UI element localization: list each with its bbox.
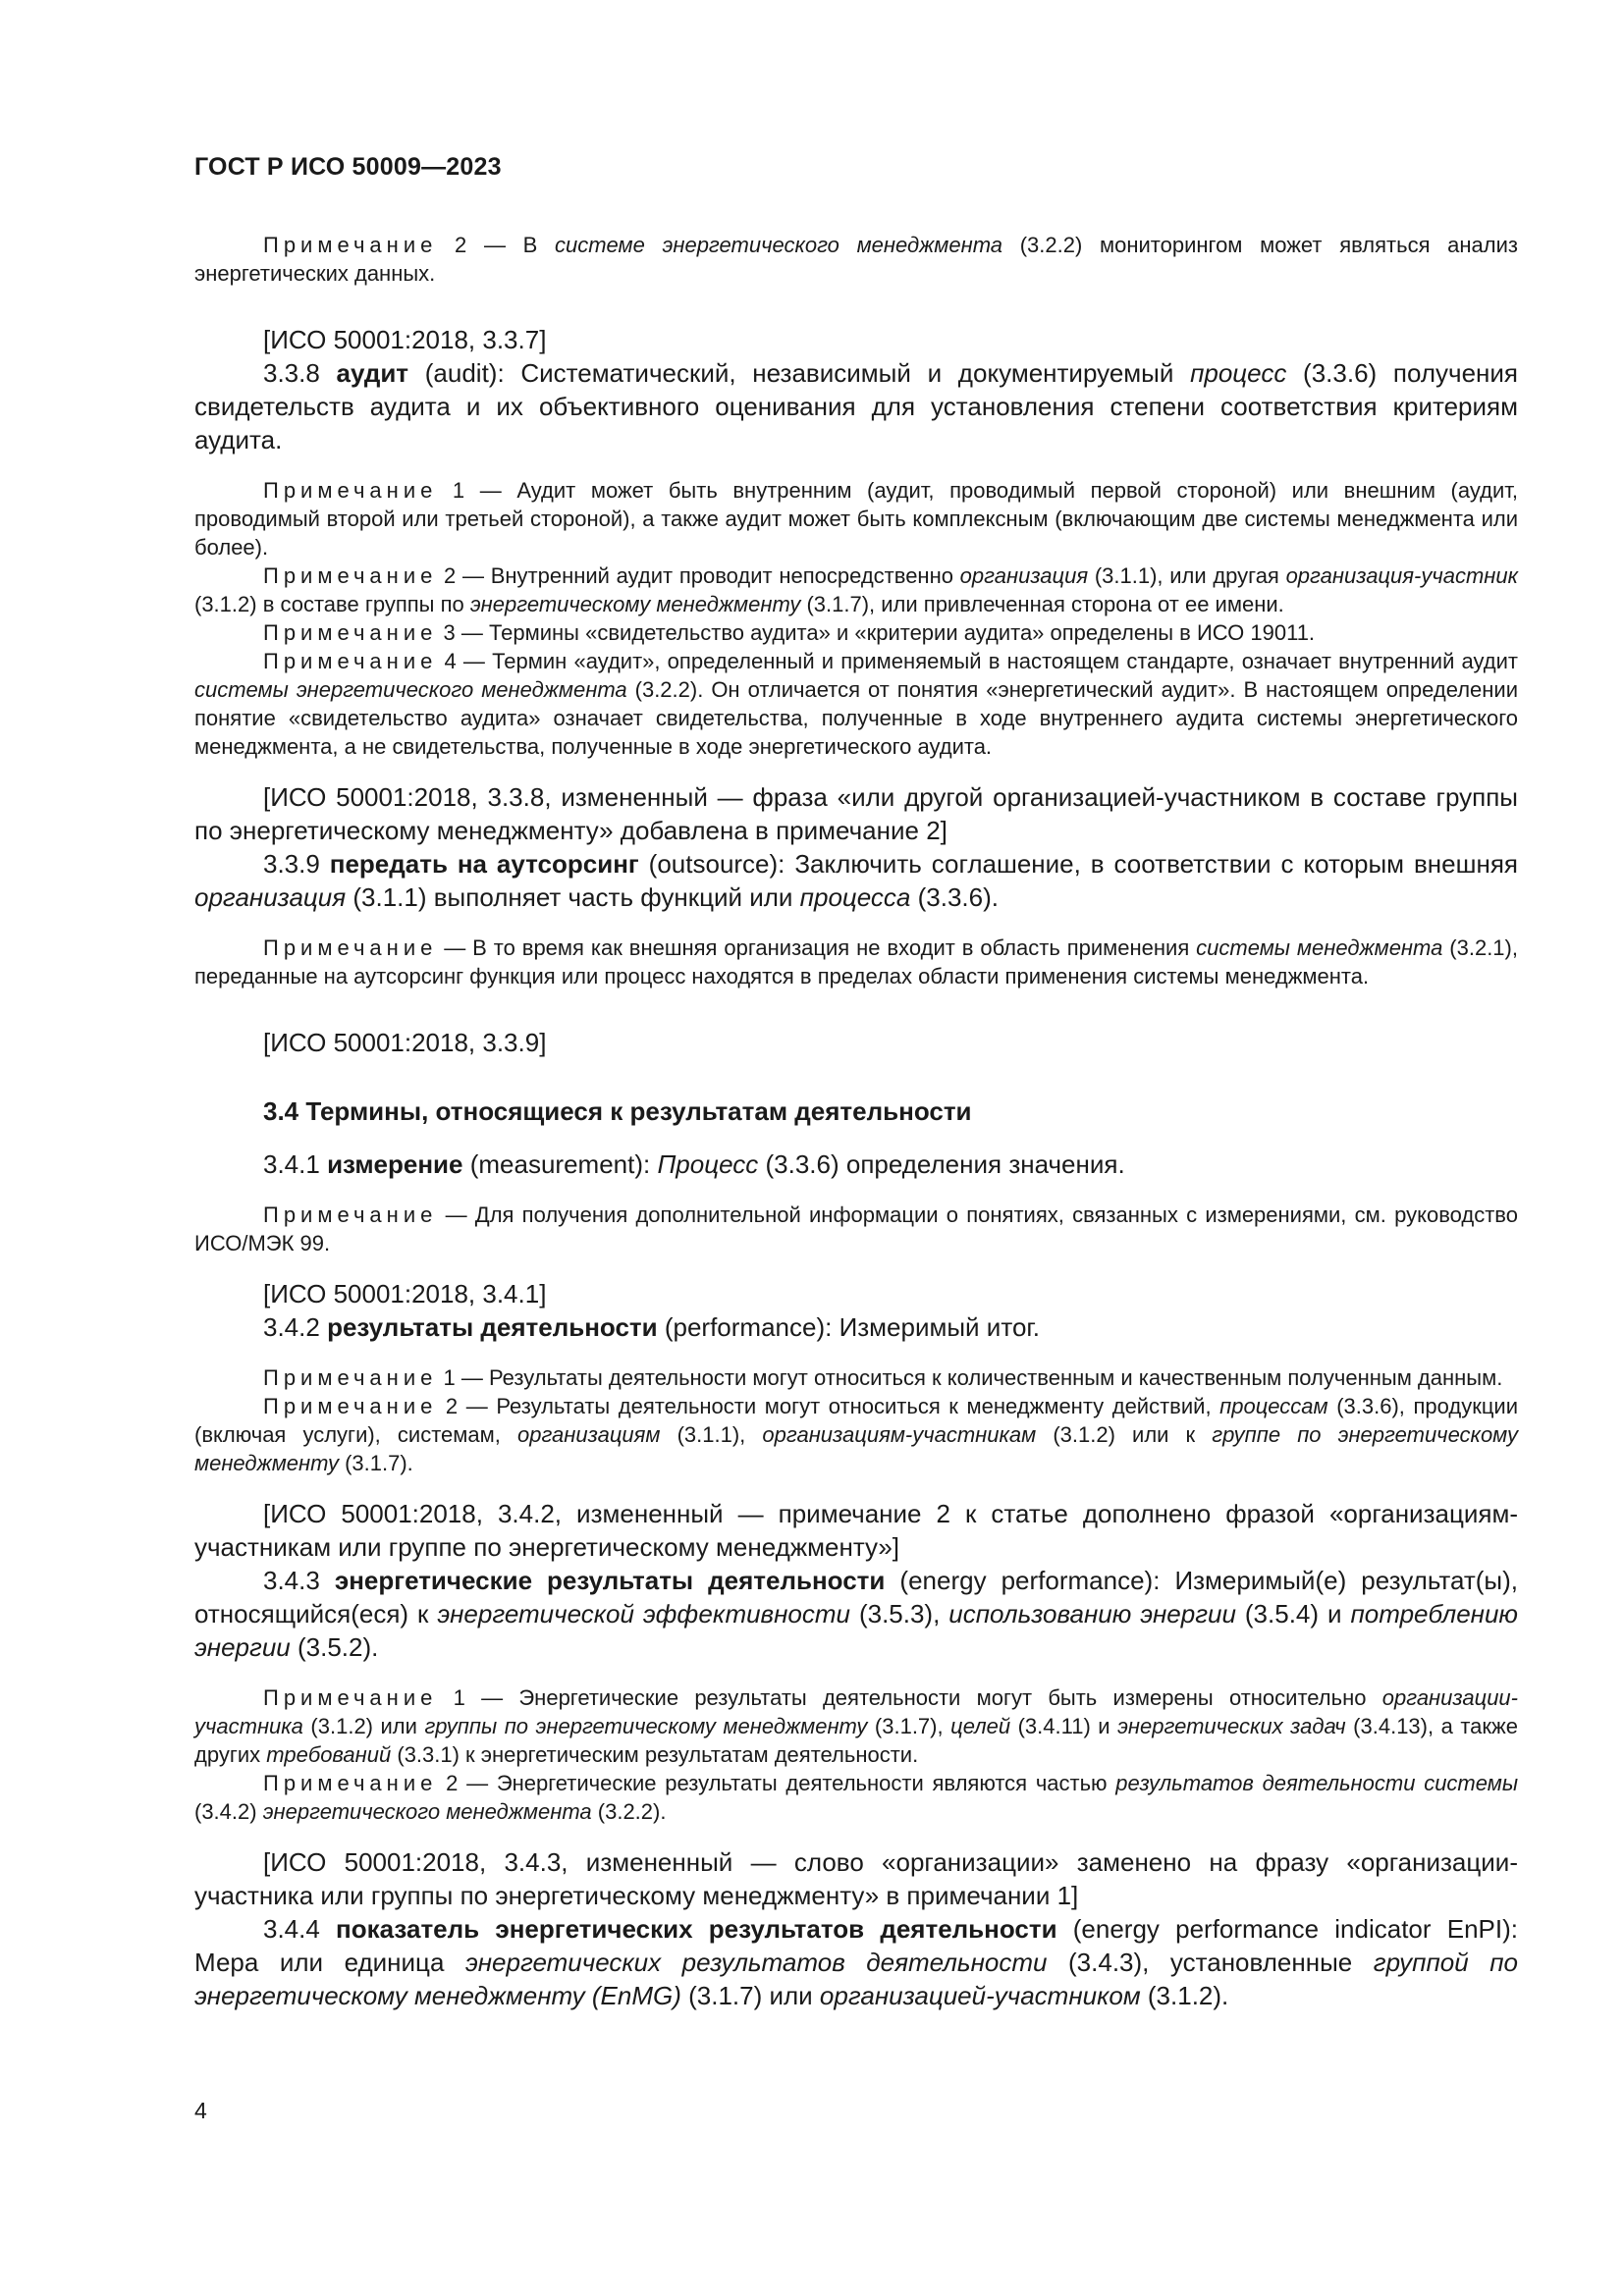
- text-run: (3.1.2).: [1140, 1981, 1229, 2010]
- term: аудит: [336, 358, 409, 388]
- text-paragraph: [194, 323, 1518, 356]
- term-reference: целей: [950, 1714, 1011, 1738]
- text-run: (3.2.1), переданные на аутсорсинг функция или процесс находятся в пределах области применения системы менеджмента.: [194, 935, 1518, 988]
- text-run: [ИСО 50001:2018, 3.3.7]: [263, 325, 547, 354]
- document-page: [194, 153, 1518, 2012]
- term-reference: организация: [959, 563, 1089, 588]
- text-run: (3.2.2). Он отличается от понятия «энергетический аудит». В настоящем определении понятие «свидетельство аудита» означает свидетельства, полученные в ходе внутреннего аудита системы энергетического менеджмента, а не свидетельства, полученные в ходе энергетического аудита.: [194, 677, 1518, 759]
- text-run: [ИСО 50001:2018, 3.4.1]: [263, 1279, 547, 1308]
- text-run: (3.1.7) или: [680, 1981, 820, 2010]
- text-paragraph: [194, 356, 1518, 456]
- note-number: 2: [437, 1771, 459, 1795]
- note-paragraph: [194, 561, 1518, 618]
- document-body: [194, 231, 1518, 2012]
- term-reference: Процесс: [657, 1149, 759, 1179]
- term-reference: процесса: [799, 882, 911, 912]
- text-paragraph: [194, 1845, 1518, 1912]
- note-number: 1: [437, 478, 465, 503]
- note-paragraph: [194, 231, 1518, 288]
- text-run: 3.4.2: [263, 1312, 328, 1342]
- note-paragraph: [194, 618, 1518, 647]
- text-paragraph: [194, 780, 1518, 847]
- note-number: 4: [437, 649, 457, 673]
- text-run: — В то время как внешняя организация не входит в область применения: [444, 935, 1197, 960]
- note-paragraph: [194, 934, 1518, 990]
- text-run: 3.4 Термины, относящиеся к результатам деятельности: [263, 1096, 972, 1126]
- note-label: Примечание: [263, 620, 438, 645]
- note-paragraph: [194, 1201, 1518, 1257]
- text-run: (3.5.3),: [850, 1599, 949, 1629]
- term-reference: группы по энергетическому менеджменту: [424, 1714, 868, 1738]
- text-run: — Внутренний аудит проводит непосредственно: [462, 563, 960, 588]
- text-run: 3.3.8: [263, 358, 337, 388]
- text-paragraph: [194, 847, 1518, 914]
- text-run: [ИСО 50001:2018, 3.4.2, измененный — примечание 2 к статье дополнено фразой «организациям-участникам или группе по энергетическому менеджменту»]: [194, 1499, 1518, 1562]
- note-label: Примечание: [263, 478, 438, 503]
- term-reference: использованию энергии: [948, 1599, 1236, 1629]
- text-run: 3.4.4: [263, 1914, 337, 1944]
- text-run: (audit): Систематический, независимый и документируемый: [408, 358, 1191, 388]
- note-label: Примечание: [263, 1202, 438, 1227]
- text-run: — Аудит может быть внутренним (аудит, проводимый первой стороной) или внешним (аудит, проводимый второй или третьей стороной), а также аудит может быть комплексным (включающим две системы менеджмента или более).: [194, 478, 1518, 560]
- term-reference: организации-участника: [194, 1685, 1518, 1738]
- term-reference: потреблению энергии: [194, 1599, 1518, 1662]
- text-paragraph: [194, 1277, 1518, 1310]
- text-run: (outsource): Заключить соглашение, в соответствии с которым внешняя: [638, 849, 1518, 879]
- text-run: (3.3.6) определения значения.: [758, 1149, 1125, 1179]
- note-label: Примечание: [263, 1394, 438, 1418]
- text-run: (3.1.7), или привлеченная сторона от ее имени.: [800, 592, 1284, 616]
- note-label: Примечание: [263, 233, 438, 257]
- text-run: (performance): Измеримый итог.: [657, 1312, 1040, 1342]
- term-reference: процессам: [1219, 1394, 1328, 1418]
- text-run: (3.4.3), установленные: [1047, 1948, 1374, 1977]
- document-header: ГОСТ Р ИСО 50009—2023: [194, 153, 502, 181]
- note-number: 2: [437, 233, 467, 257]
- text-run: (3.1.1) выполняет часть функций или: [346, 882, 800, 912]
- text-run: (3.1.7),: [867, 1714, 951, 1738]
- term-reference: энергетических результатов деятельности: [464, 1948, 1048, 1977]
- text-run: [ИСО 50001:2018, 3.4.3, измененный — слово «организации» заменено на фразу «организации-участника или группы по энергетическому менеджменту» в примечании 1]: [194, 1847, 1518, 1910]
- term-reference: требований: [266, 1742, 392, 1767]
- text-run: 3.3.9: [263, 849, 330, 879]
- text-run: — Результаты деятельности могут относиться к менеджменту действий,: [465, 1394, 1220, 1418]
- note-number: 3: [437, 620, 456, 645]
- text-run: (3.4.11) и: [1010, 1714, 1118, 1738]
- note-paragraph: [194, 1769, 1518, 1826]
- note-paragraph: [194, 1392, 1518, 1477]
- text-run: — Термины «свидетельство аудита» и «критерии аудита» определены в ИСО 19011.: [460, 620, 1316, 645]
- text-run: (3.5.2).: [290, 1632, 379, 1662]
- note-number: 1: [437, 1365, 456, 1390]
- text-run: (3.1.1),: [660, 1422, 763, 1447]
- term-reference: группой по энергетическому менеджменту (EnMG): [194, 1948, 1518, 2010]
- term-reference: энергетических задач: [1117, 1714, 1346, 1738]
- section-title: [194, 1095, 1518, 1128]
- text-paragraph: [194, 1912, 1518, 2012]
- note-label: Примечание: [263, 649, 438, 673]
- text-paragraph: [194, 1026, 1518, 1059]
- text-run: — Термин «аудит», определенный и применяемый в настоящем стандарте, означает внутренний аудит: [462, 649, 1518, 673]
- note-number: 1: [437, 1685, 465, 1710]
- term-reference: организациям-участникам: [762, 1422, 1037, 1447]
- text-run: (3.1.2) или: [302, 1714, 425, 1738]
- term-reference: системе энергетического менеджмента: [554, 233, 1003, 257]
- note-label: Примечание: [263, 1365, 438, 1390]
- term-reference: организация-участник: [1285, 563, 1518, 588]
- note-number: 2: [437, 1394, 459, 1418]
- term-reference: организация: [194, 882, 347, 912]
- term-reference: организациям: [516, 1422, 661, 1447]
- text-run: [ИСО 50001:2018, 3.3.8, измененный — фраза «или другой организацией-участником в составе группы по энергетическому менеджменту» добавлена в примечание 2]: [194, 782, 1518, 845]
- note-label: Примечание: [263, 563, 438, 588]
- term-reference: системы энергетического менеджмента: [194, 677, 627, 702]
- note-label: Примечание: [263, 1685, 438, 1710]
- note-label: Примечание: [263, 1771, 438, 1795]
- term-reference: энергетического менеджмента: [262, 1799, 592, 1824]
- text-run: [ИСО 50001:2018, 3.3.9]: [263, 1028, 547, 1057]
- term: передать на аутсорсинг: [329, 849, 639, 879]
- term: показатель энергетических результатов деятельности: [336, 1914, 1057, 1944]
- term-reference: энергетической эффективности: [437, 1599, 851, 1629]
- text-run: 3.4.1: [263, 1149, 328, 1179]
- note-number: 2: [437, 563, 457, 588]
- text-run: (3.2.2) мониторингом может являться анализ энергетических данных.: [194, 233, 1518, 286]
- term-reference: группе по энергетическому менеджменту: [194, 1422, 1519, 1475]
- text-run: (3.5.4) и: [1235, 1599, 1351, 1629]
- text-run: (3.3.6).: [910, 882, 999, 912]
- term-reference: системы менеджмента: [1196, 935, 1443, 960]
- note-paragraph: [194, 647, 1518, 761]
- text-run: — Энергетические результаты деятельности являются частью: [466, 1771, 1116, 1795]
- text-paragraph: [194, 1148, 1518, 1181]
- text-run: (energy performance indicator EnPI): Мера или единица: [194, 1914, 1518, 1977]
- note-label: Примечание: [263, 935, 438, 960]
- term-reference: организацией-участником: [819, 1981, 1141, 2010]
- text-run: (measurement):: [462, 1149, 658, 1179]
- text-run: (3.1.2) в составе группы по: [194, 592, 470, 616]
- term: результаты деятельности: [327, 1312, 658, 1342]
- text-run: (3.4.2): [194, 1799, 263, 1824]
- text-paragraph: [194, 1564, 1518, 1664]
- text-run: (energy performance): Измеримый(е) результат(ы), относящийся(еся) к: [194, 1566, 1518, 1629]
- note-paragraph: [194, 1683, 1518, 1769]
- text-run: (3.1.7).: [338, 1451, 413, 1475]
- term: энергетические результаты деятельности: [334, 1566, 886, 1595]
- text-run: — Результаты деятельности могут относиться к количественным и качественным полученным данным.: [460, 1365, 1503, 1390]
- term-reference: результатов деятельности системы: [1115, 1771, 1519, 1795]
- text-run: (3.2.2).: [591, 1799, 667, 1824]
- text-paragraph: [194, 1497, 1518, 1564]
- text-run: (3.3.1) к энергетическим результатам деятельности.: [391, 1742, 919, 1767]
- text-run: (3.1.2) или к: [1036, 1422, 1213, 1447]
- term-reference: энергетическому менеджменту: [469, 592, 801, 616]
- text-run: (3.3.6) получения свидетельств аудита и их объективного оценивания для установления степени соответствия критериям аудита.: [194, 358, 1519, 454]
- note-paragraph: [194, 1363, 1518, 1392]
- text-run: (3.4.13), а также других: [194, 1714, 1518, 1767]
- text-run: 3.4.3: [263, 1566, 335, 1595]
- note-paragraph: [194, 476, 1518, 561]
- term-reference: процесс: [1190, 358, 1287, 388]
- text-run: — Для получения дополнительной информации о понятиях, связанных с измерениями, см. руководство ИСО/МЭК 99.: [194, 1202, 1518, 1255]
- term: измерение: [327, 1149, 463, 1179]
- text-run: — В: [483, 233, 555, 257]
- text-run: (3.3.6), продукции (включая услуги), системам,: [194, 1394, 1519, 1447]
- page-number: 4: [194, 2098, 207, 2123]
- text-run: — Энергетические результаты деятельности могут быть измерены относительно: [481, 1685, 1382, 1710]
- text-run: (3.1.1), или другая: [1088, 563, 1286, 588]
- text-paragraph: [194, 1310, 1518, 1344]
